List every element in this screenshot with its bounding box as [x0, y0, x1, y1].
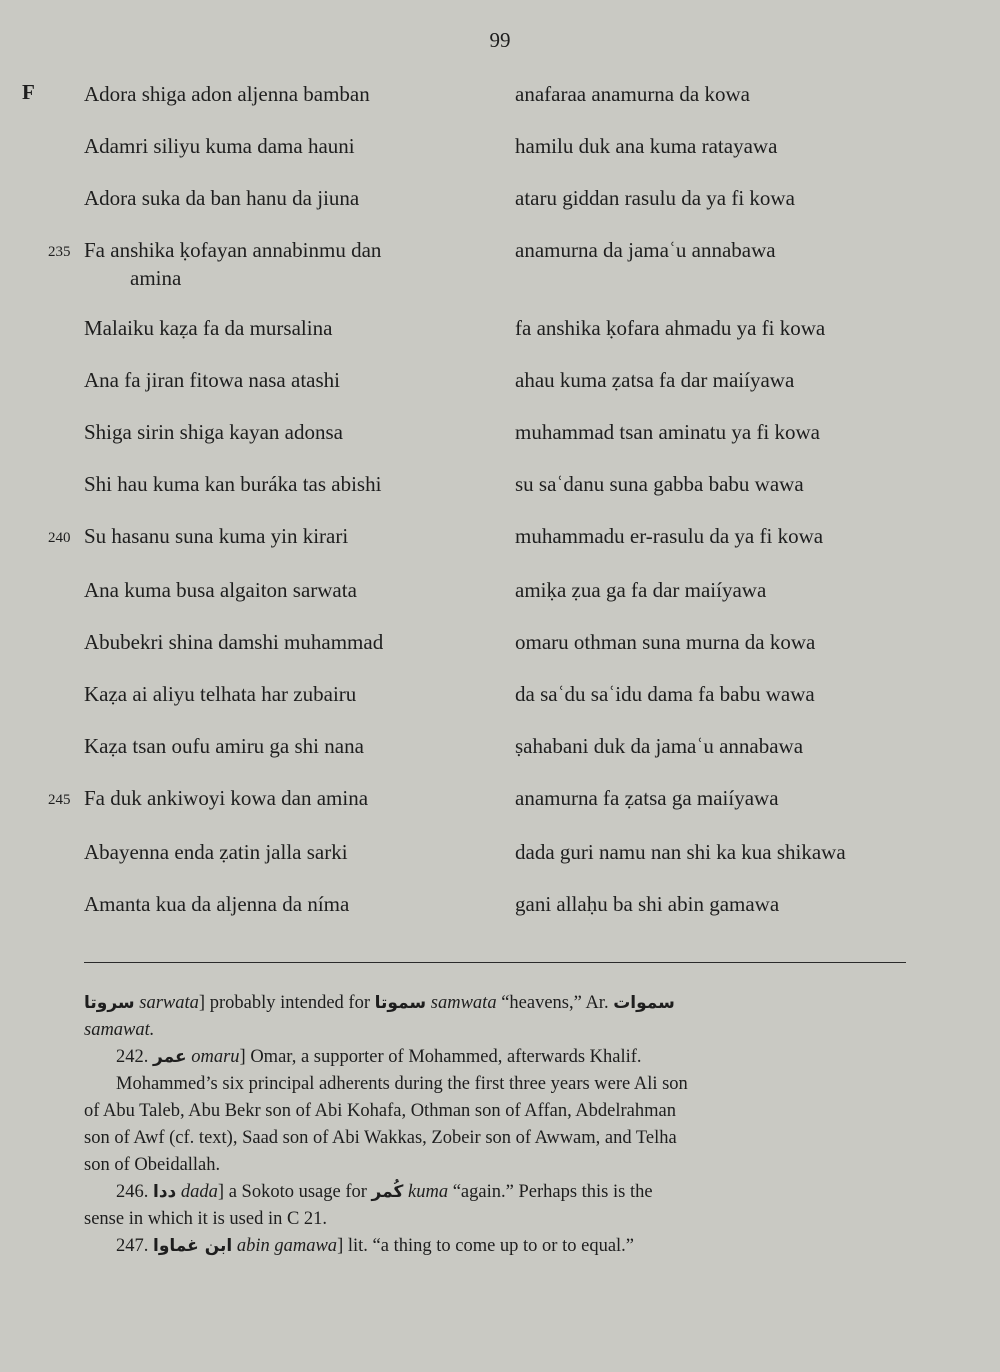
second-hemistich: ataru giddan rasulu da ya fi kowa [515, 186, 795, 210]
footnote-sarwata [84, 990, 906, 1017]
arabic-word: سموات [613, 993, 675, 1013]
hausa-text: Adora shiga adon aljenna bamban [84, 82, 370, 106]
verse-row [0, 890, 1000, 920]
footnote-term: dada [180, 1182, 218, 1202]
arabic-word: سموتا [374, 993, 427, 1013]
second-hemistich: su saʿdanu suna gabba babu wawa [515, 472, 804, 496]
hausa-text: Amanta kua da aljenna da níma [84, 892, 350, 916]
footnote-247 [84, 1233, 906, 1260]
second-hemistich: ṣahabani duk da jamaʿu annabawa [515, 734, 804, 758]
second-hemistich: muhammad tsan aminatu ya fi kowa [515, 420, 821, 444]
verse-row [0, 132, 1000, 162]
hausa-line [84, 838, 494, 866]
page-number: 99 [489, 28, 511, 52]
second-hemistich: anafaraa anamurna da kowa [515, 82, 750, 106]
footnote-term: abin gamawa [236, 1236, 338, 1256]
verse-row [0, 184, 1000, 214]
footnotes [84, 990, 906, 1260]
line-number: 245 [48, 792, 71, 808]
hausa-line [84, 628, 494, 656]
verse-row [0, 418, 1000, 448]
arabic-word: ابن غماوا [153, 1236, 233, 1256]
hausa-text: Kaẓa tsan oufu amiru ga shi nana [84, 734, 364, 758]
hausa-line [84, 784, 494, 812]
hausa-text: Fa duk ankiwoyi kowa dan amina [84, 786, 369, 810]
footnote-text: ] lit. “a thing to come up to or to equal.” [337, 1236, 635, 1256]
footnote-text: “heavens,” Ar. [496, 993, 614, 1013]
verse-row [0, 680, 1000, 710]
footnote-paragraph-line: son of Awf (cf. text), Saad son of Abi Wakkas, Zobeir son of Awwam, and Telha [84, 1128, 677, 1148]
footnote-text: ] a Sokoto usage for [217, 1182, 372, 1202]
verse-row [0, 314, 1000, 344]
hausa-text: Shi hau kuma kan buráka tas abishi [84, 472, 382, 496]
footnote-term: sarwata [139, 993, 199, 1013]
footnote-text: ] Omar, a supporter of Mohammed, afterwards Khalif. [239, 1047, 642, 1067]
footnote-number: 246. [116, 1182, 149, 1202]
hausa-line [84, 522, 494, 550]
hausa-line [84, 418, 494, 446]
hausa-text: Adora suka da ban hanu da jiuna [84, 186, 360, 210]
verse-row [0, 80, 1000, 110]
hausa-text: Adamri siliyu kuma dama hauni [84, 134, 355, 158]
hausa-text: Su hasanu suna kuma yin kirari [84, 524, 349, 548]
line-number: 240 [48, 530, 71, 546]
hausa-text: Abayenna enda ẓatin jalla sarki [84, 840, 348, 864]
hausa-line [84, 732, 494, 760]
hausa-line [84, 470, 494, 498]
hausa-text: Fa anshika ḳofayan annabinmu dan [84, 238, 382, 262]
hausa-line [84, 132, 494, 160]
hausa-line [84, 184, 494, 212]
hausa-text: Malaiku kaẓa fa da mursalina [84, 316, 333, 340]
hausa-line [84, 236, 494, 292]
hausa-text: Abubekri shina damshi muhammad [84, 630, 384, 654]
verse-row [0, 576, 1000, 606]
footnote-number: 242. [116, 1047, 149, 1067]
footnote-term: samwata [430, 993, 497, 1013]
footnote-paragraph-line: son of Obeidallah. [84, 1155, 221, 1175]
hausa-line [84, 576, 494, 604]
second-hemistich: gani allaḥu ba shi abin gamawa [515, 892, 780, 916]
footnote-term: samawat. [84, 1020, 155, 1040]
hausa-text: Shiga sirin shiga kayan adonsa [84, 420, 343, 444]
second-hemistich: anamurna fa ẓatsa ga maiíyawa [515, 786, 779, 810]
footnote-term: omaru [191, 1047, 240, 1067]
verse-row [0, 628, 1000, 658]
footnote-246-cont: sense in which it is used in C 21. [84, 1209, 328, 1229]
arabic-word: كُمر [371, 1182, 404, 1202]
hausa-line [84, 314, 494, 342]
footnote-242 [84, 1044, 906, 1071]
second-hemistich: muhammadu er-rasulu da ya fi kowa [515, 524, 824, 548]
footnote-paragraph-line: Mohammed’s six principal adherents during the first three years were Ali son [116, 1074, 688, 1094]
footnote-246 [84, 1179, 906, 1206]
line-number: 235 [48, 244, 71, 260]
second-hemistich: amiḳa ẓua ga fa dar maiíyawa [515, 578, 767, 602]
arabic-word: ددا [153, 1182, 177, 1202]
hausa-text: Ana fa jiran fitowa nasa atashi [84, 368, 340, 392]
arabic-word: سروتا [84, 993, 135, 1013]
footnote-number: 247. [116, 1236, 149, 1256]
hausa-line [84, 80, 494, 108]
footnote-paragraph-line: of Abu Taleb, Abu Bekr son of Abi Kohafa, Othman son of Affan, Abdelrahman [84, 1101, 676, 1121]
verse-row [0, 470, 1000, 500]
second-hemistich: hamilu duk ana kuma ratayawa [515, 134, 778, 158]
verse-row [0, 236, 1000, 290]
footnote-term: kuma [408, 1182, 449, 1202]
footnote-samawat [84, 1017, 906, 1044]
hausa-text: Kaẓa ai aliyu telhata har zubairu [84, 682, 357, 706]
hausa-line [84, 890, 494, 918]
footnote-text: ] probably intended for [198, 993, 375, 1013]
second-hemistich: fa anshika ḳofara ahmadu ya fi kowa [515, 316, 826, 340]
second-hemistich: anamurna da jamaʿu annabawa [515, 238, 776, 262]
section-mark: F [22, 80, 35, 104]
second-hemistich: da saʿdu saʿidu dama fa babu wawa [515, 682, 815, 706]
arabic-word: عمر [153, 1047, 187, 1067]
verse-row [0, 522, 1000, 552]
footnote-text: “again.” Perhaps this is the [448, 1182, 653, 1202]
hausa-line [84, 680, 494, 708]
hausa-text: Ana kuma busa algaiton sarwata [84, 578, 357, 602]
second-hemistich: ahau kuma ẓatsa fa dar maiíyawa [515, 368, 795, 392]
second-hemistich: dada guri namu nan shi ka kua shikawa [515, 840, 846, 864]
verse-row [0, 732, 1000, 762]
verse-row [0, 838, 1000, 868]
verse-row [0, 366, 1000, 396]
hausa-text-continued: amina [130, 266, 182, 290]
second-hemistich: omaru othman suna murna da kowa [515, 630, 816, 654]
footnote-divider [84, 962, 906, 963]
hausa-line [84, 366, 494, 394]
verse-row [0, 784, 1000, 814]
